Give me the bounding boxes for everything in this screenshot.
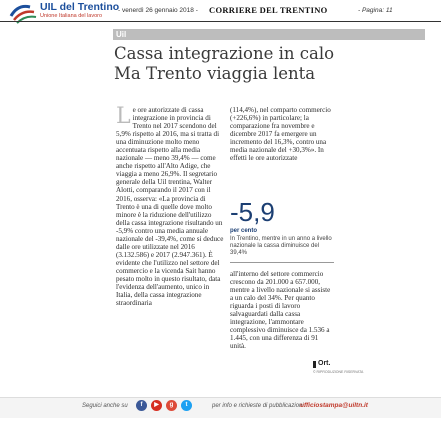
article-column-1 [116, 106, 224, 442]
newspaper-name: CORRIERE DEL TRENTINO [209, 5, 328, 15]
twitter-icon[interactable]: t [181, 400, 192, 411]
title-line-2: Ma Trento viaggia lenta [114, 64, 316, 83]
drop-cap: L [116, 106, 131, 129]
highlight-unit: per cento [230, 228, 258, 234]
column-1-text: e ore autorizzate di cassa integrazione in provincia di Trento nel 2017 scendono del 5,9% rispetto al 2016, ma si tratta di una diminuzione molto meno accentuata rispetto alla media nazionale — meno 39,4% — come anche rispetto all'Alto Adige, che viaggia a meno 26,9%. Il segretario generale della Uil trentina, Walter Alotti, comparando il 2017 con il 2016, osserva: «La provincia di Trento è una di quelle dove molto minore è la riduzione dell'utilizzo della cassa integrazione risultando un -5,9% contro una media annuale nazionale del -39,4%, come si deduce dalle ore utilizzate nel 2016 (3.132.586) e 2017 (2.947.361). È evidente che l'utilizzo nel settore del commercio e la vicenda Sait hanno pesato molto in questo risultato, data l'evidenza dell'aumento, unico in Italia, della cassa integrazione straordinaria [116, 106, 224, 308]
article-column-2: (114,4%), nel comparto commercio (+226,6%) in particolare; la comparazione fra novembre e dicembre 2017 fa emergere un incremento del 16,3%, contro una media nazionale del +30,3%». In effetti le ore autorizzate [230, 106, 331, 163]
follow-label: Seguici anche su [82, 403, 128, 409]
contact-email-link[interactable]: ufficiostampa@uiltn.it [300, 402, 368, 409]
section-tag-bar [113, 29, 425, 40]
highlight-figure: -5,9 [230, 197, 275, 227]
googleplus-icon[interactable]: g [166, 400, 177, 411]
brand-name: UIL del Trentino [40, 1, 120, 13]
youtube-icon[interactable]: ▶ [151, 400, 162, 411]
title-line-1: Cassa integrazione in calo [114, 44, 335, 63]
highlight-caption: In Trentino, mentre in un anno a livello nazionale la cassa diminuisce del 39,4% [230, 236, 332, 256]
article-title [114, 44, 434, 84]
contact-info-label: per info e richieste di pubblicazioni: [212, 403, 306, 409]
highlight-divider [230, 262, 334, 263]
facebook-icon[interactable]: f [136, 400, 147, 411]
page-number: - Pagina: 11 [358, 7, 393, 14]
header-divider [0, 21, 441, 22]
brand-subtitle: Unione Italiana del lavoro [40, 13, 103, 19]
section-tag: Uil [116, 30, 127, 39]
publication-date: - venerdì 26 gennaio 2018 - [118, 7, 198, 14]
signature-mark [313, 361, 316, 368]
copyright-note: © RIPRODUZIONE RISERVATA [313, 370, 364, 374]
author-signature: Ort. [318, 360, 331, 367]
article-column-3: all'interno del settore commercio crescono da 201.000 a 657.000, mentre a livello nazionale si assiste a un calo del 34%. Per quanto riguarda i posti di lavoro salvaguardati dalla cassa integrazione, l'ammontare complessivo diminuisce da 1.536 a 1.445, con una differenza di 91 unità. [230, 270, 331, 351]
